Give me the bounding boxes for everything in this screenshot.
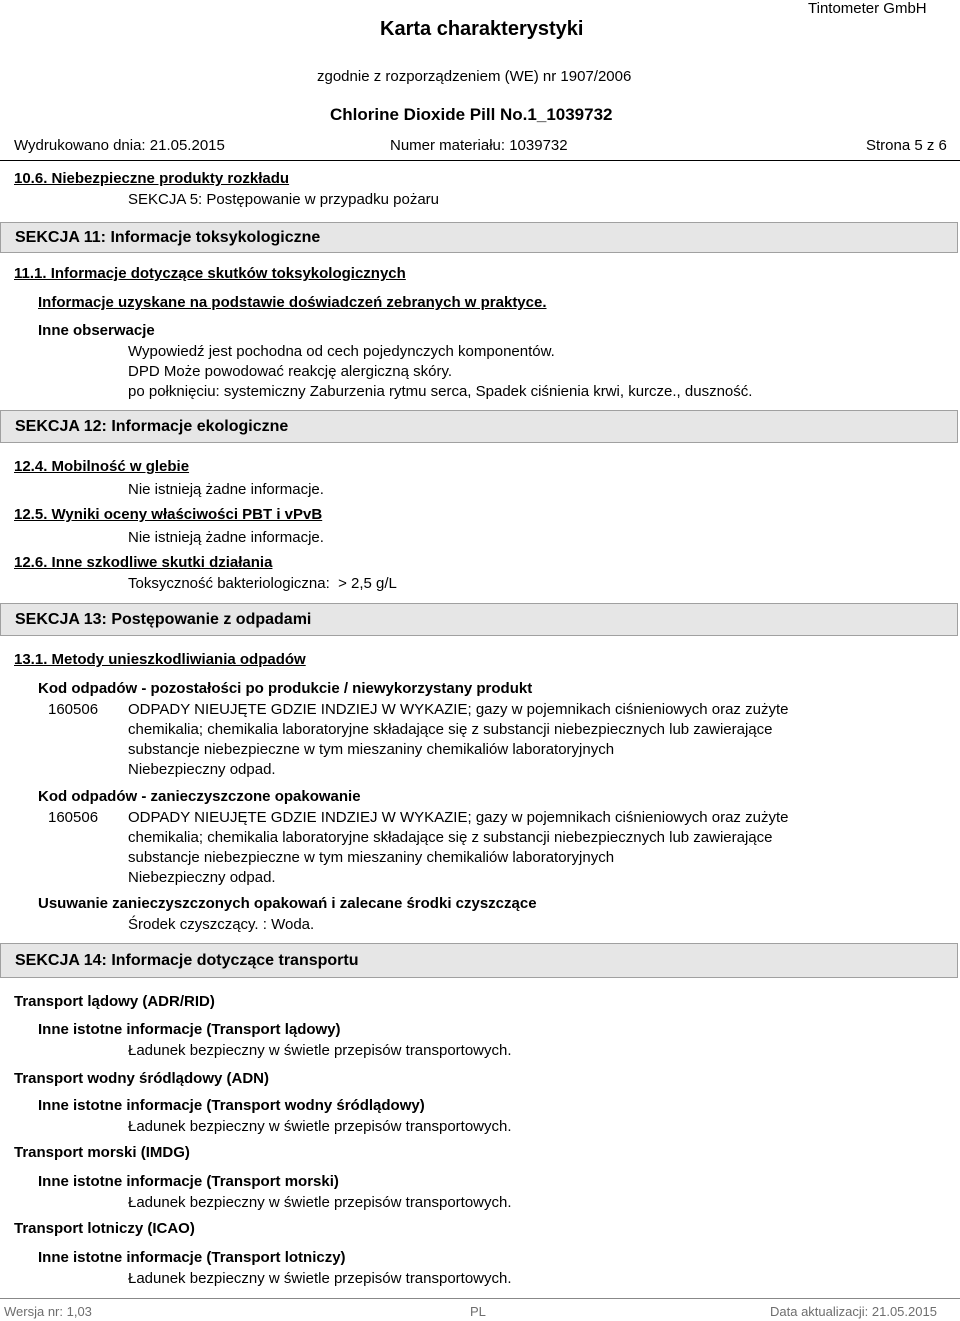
waste-code: 160506 (48, 701, 99, 718)
transport-info-heading: Inne istotne informacje (Transport lądowy) (38, 1021, 341, 1038)
packaging-disposal-text: Środek czyszczący. : Woda. (128, 916, 315, 933)
section-12-title: SEKCJA 12: Informacje ekologiczne (15, 418, 289, 435)
waste-description-line: Niebezpieczny odpad. (128, 869, 276, 886)
print-date: Wydrukowano dnia: 21.05.2015 (14, 137, 225, 154)
section-12-header (0, 410, 958, 443)
text-12-5: Nie istnieją żadne informacje. (128, 529, 324, 546)
transport-info-text: Ładunek bezpieczny w świetle przepisów transportowych. (128, 1042, 512, 1059)
section-14-header (0, 943, 958, 978)
text-12-4: Nie istnieją żadne informacje. (128, 481, 324, 498)
material-number: Numer materiału: 1039732 (390, 137, 568, 154)
language-code: PL (470, 1304, 486, 1319)
waste-description-line: substancje niebezpieczne w tym mieszaniny chemikaliów laboratoryjnych (128, 741, 615, 758)
transport-info-heading: Inne istotne informacje (Transport morski) (38, 1173, 339, 1190)
heading-12-6: 12.6. Inne szkodliwe skutki działania (14, 554, 273, 571)
update-date: Data aktualizacji: 21.05.2015 (770, 1304, 937, 1319)
regulation: zgodnie z rozporządzeniem (WE) nr 1907/2006 (317, 68, 632, 85)
heading-13-1: 13.1. Metody unieszkodliwiania odpadów (14, 651, 306, 668)
transport-info-text: Ładunek bezpieczny w świetle przepisów transportowych. (128, 1118, 512, 1135)
waste-description-line: substancje niebezpieczne w tym mieszaniny chemikaliów laboratoryjnych (128, 849, 615, 866)
observation-line: po połknięciu: systemiczny Zaburzenia rytmu serca, Spadek ciśnienia krwi, kurcze., duszność. (128, 383, 753, 400)
transport-info-text: Ładunek bezpieczny w świetle przepisów transportowych. (128, 1270, 512, 1287)
section-11-title: SEKCJA 11: Informacje toksykologiczne (15, 229, 321, 246)
header-divider (0, 160, 960, 161)
section-14-title: SEKCJA 14: Informacje dotyczące transportu (15, 952, 359, 969)
footer-divider (0, 1298, 960, 1299)
transport-info-text: Ładunek bezpieczny w świetle przepisów transportowych. (128, 1194, 512, 1211)
version-number: Wersja nr: 1,03 (4, 1304, 92, 1319)
other-observations-heading: Inne obserwacje (38, 322, 155, 339)
page-number: Strona 5 z 6 (866, 137, 947, 154)
text-10-6: SEKCJA 5: Postępowanie w przypadku pożaru (128, 191, 440, 208)
transport-mode: Transport wodny śródlądowy (ADN) (14, 1070, 270, 1087)
observation-line: Wypowiedź jest pochodna od cech pojedynczych komponentów. (128, 343, 555, 360)
packaging-disposal-heading: Usuwanie zanieczyszczonych opakowań i zalecane środki czyszczące (38, 895, 537, 912)
transport-mode: Transport lotniczy (ICAO) (14, 1220, 195, 1237)
waste-description-line: ODPADY NIEUJĘTE GDZIE INDZIEJ W WYKAZIE; gazy w pojemnikach ciśnieniowych oraz zużyte (128, 701, 789, 718)
heading-11-sub: Informacje uzyskane na podstawie doświadczeń zebranych w praktyce. (38, 294, 547, 311)
heading-10-6: 10.6. Niebezpieczne produkty rozkładu (14, 170, 290, 187)
waste-code-packaging-heading: Kod odpadów - zanieczyszczone opakowanie (38, 788, 361, 805)
product-name: Chlorine Dioxide Pill No.1_1039732 (330, 105, 613, 124)
section-11-header (0, 222, 958, 253)
waste-code-product-heading: Kod odpadów - pozostałości po produkcie / niewykorzystany produkt (38, 680, 533, 697)
heading-12-5: 12.5. Wyniki oceny właściwości PBT i vPvB (14, 506, 323, 523)
company-name: Tintometer GmbH (808, 0, 927, 17)
waste-description-line: chemikalia; chemikalia laboratoryjne składające się z substancji niebezpiecznych lub zawierające (128, 721, 773, 738)
heading-12-4: 12.4. Mobilność w glebie (14, 458, 190, 475)
section-13-header (0, 603, 958, 636)
observation-line: DPD Może powodować reakcję alergiczną skóry. (128, 363, 453, 380)
transport-mode: Transport lądowy (ADR/RID) (14, 993, 215, 1010)
waste-description-line: chemikalia; chemikalia laboratoryjne składające się z substancji niebezpiecznych lub zawierające (128, 829, 773, 846)
transport-info-heading: Inne istotne informacje (Transport lotniczy) (38, 1249, 346, 1266)
waste-description-line: Niebezpieczny odpad. (128, 761, 276, 778)
document-title: Karta charakterystyki (380, 18, 584, 40)
section-13-title: SEKCJA 13: Postępowanie z odpadami (15, 611, 312, 628)
transport-mode: Transport morski (IMDG) (14, 1144, 190, 1161)
transport-info-heading: Inne istotne informacje (Transport wodny śródlądowy) (38, 1097, 425, 1114)
heading-11-1: 11.1. Informacje dotyczące skutków toksykologicznych (14, 265, 406, 282)
waste-code: 160506 (48, 809, 99, 826)
text-12-6: Toksyczność bakteriologiczna: > 2,5 g/L (128, 575, 397, 592)
waste-description-line: ODPADY NIEUJĘTE GDZIE INDZIEJ W WYKAZIE; gazy w pojemnikach ciśnieniowych oraz zużyte (128, 809, 789, 826)
